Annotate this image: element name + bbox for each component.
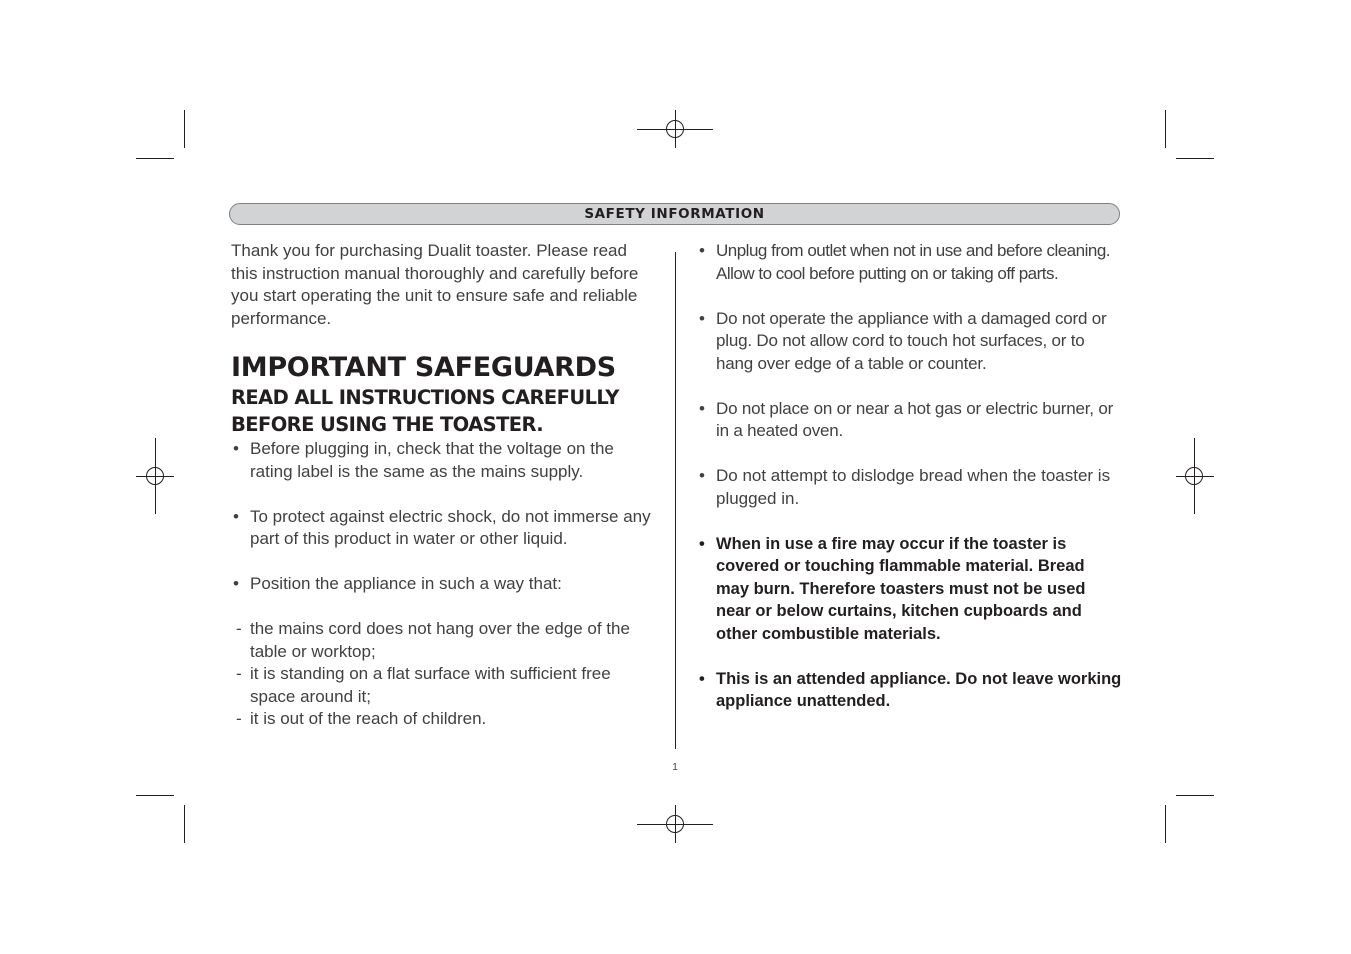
bullet-icon: • (699, 669, 705, 688)
list-item: • Position the appliance in such a way that: (231, 573, 651, 596)
crop-mark (136, 158, 174, 159)
list-item: • To protect against electric shock, do not immerse any part of this product in water or other liquid. (233, 506, 651, 548)
bullet-icon: • (233, 574, 239, 593)
bullet-icon: • (233, 506, 239, 526)
bullet-icon: • (699, 466, 705, 485)
list-item: • Do not place on or near a hot gas or electric burner, or in a heated oven. (699, 398, 1114, 440)
read-instructions-subheading-line2: BEFORE USING THE TOASTER. (231, 413, 544, 436)
bullet-icon: • (699, 308, 705, 328)
dash-icon: - (236, 619, 242, 638)
section-title: SAFETY INFORMATION (584, 206, 765, 222)
intro-paragraph: Thank you for purchasing Dualit toaster. Please read this instruction manual thoroughly and carefully before you start operating the unit to ensure safe and reliable performance. (231, 241, 639, 328)
list-item: • Unplug from outlet when not in use and before cleaning. Allow to cool before putting on or taking off parts. (699, 241, 1110, 283)
crop-mark (1176, 158, 1214, 159)
dash-icon: - (236, 709, 242, 728)
list-item: • Do not operate the appliance with a damaged cord or plug. Do not allow cord to touch hot surfaces, or to hang over edge of a table or counter. (699, 308, 1107, 373)
list-item-warning: • When in use a fire may occur if the toaster is covered or touching flammable material. Bread may burn. Therefore toasters must not be used near or below curtains, kitchen cupboards and other combustible materials. (699, 534, 1086, 643)
right-column (697, 240, 1122, 713)
list-item: - the mains cord does not hang over the edge of the table or worktop; (236, 619, 630, 661)
bullet-icon: • (699, 241, 705, 260)
list-item: - it is standing on a flat surface with sufficient free space around it; (236, 664, 611, 706)
safeguards-list-right (697, 240, 1122, 713)
positioning-sub-list (231, 618, 651, 731)
crop-mark (136, 795, 174, 796)
crop-mark (184, 110, 185, 148)
safeguards-list-left (231, 438, 651, 596)
left-column (231, 240, 651, 731)
list-item: • Do not attempt to dislodge bread when the toaster is plugged in. (699, 466, 1111, 508)
crop-mark (1165, 110, 1166, 148)
crop-mark (1165, 805, 1166, 843)
crop-mark (184, 805, 185, 843)
bullet-icon: • (699, 534, 705, 553)
section-header-bar (229, 203, 1120, 225)
column-divider (675, 252, 676, 749)
list-item: - it is out of the reach of children. (231, 708, 651, 731)
important-safeguards-heading: IMPORTANT SAFEGUARDS (231, 352, 616, 383)
read-instructions-subheading-line1: READ ALL INSTRUCTIONS CAREFULLY (231, 386, 619, 409)
list-item: • Before plugging in, check that the voltage on the rating label is the same as the mains supply. (233, 439, 614, 481)
bullet-icon: • (233, 439, 239, 458)
page-number: 1 (672, 762, 678, 773)
dash-icon: - (236, 664, 242, 683)
crop-mark (1176, 795, 1214, 796)
bullet-icon: • (699, 398, 705, 418)
list-item-warning: • This is an attended appliance. Do not leave working appliance unattended. (699, 669, 1122, 710)
